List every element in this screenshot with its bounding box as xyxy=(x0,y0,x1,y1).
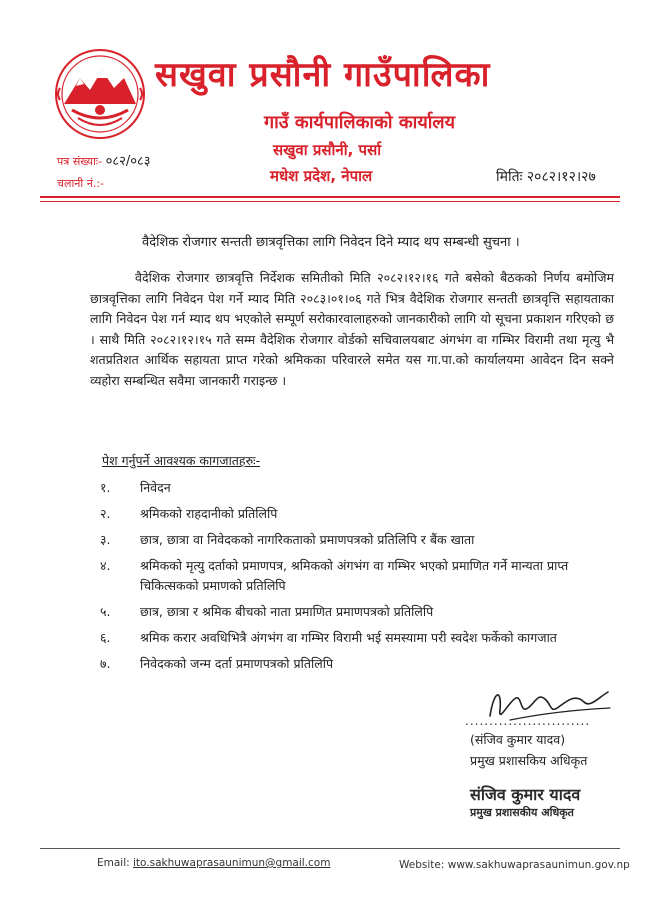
signatory-name: (संजिव कुमार यादव) xyxy=(470,732,566,747)
header-divider-thin xyxy=(40,201,620,202)
email-link[interactable]: ito.sakhuwaprasaunimun@gmail.com xyxy=(133,857,331,869)
reference-label: पत्र संख्याः- xyxy=(57,155,103,168)
item-text: छात्र, छात्रा वा निवेदकको नागरिकताको प्रमाणपत्रको प्रतिलिपि र बैंक खाता xyxy=(140,532,475,547)
header-divider xyxy=(40,196,620,198)
dispatch-number-label: चलानी नं.:- xyxy=(57,177,105,190)
item-number: १. xyxy=(100,480,111,495)
footer-divider xyxy=(40,848,620,849)
item-number: ६. xyxy=(100,630,111,645)
list-item xyxy=(100,530,620,550)
letter-date: मितिः २०८२।१२।२७ xyxy=(496,169,596,185)
item-number: ७. xyxy=(100,656,111,671)
item-number: ३. xyxy=(100,532,111,547)
item-text: निवेदकको जन्म दर्ता प्रमाणपत्रको प्रतिलिपि xyxy=(140,656,334,671)
footer-email xyxy=(97,857,330,869)
notice-paragraph: वैदेशिक रोजगार छात्रवृत्ति निर्देशक समितीको मिति २०८२।१२।१६ गते बसेको बैठकको निर्णय बमोजिम छात्रवृत्तिका लागि निवेदन पेश गर्ने म्याद मिति २०८३।०१।०६ गते भित्र वैदेशिक रोजगार सन्तती छात्रवृत्ति सहायताका लागि निवेदन पेश गर्न म्याद थप भएकोले सम्पूर्ण सरोकारवालाहरुको जानकारीको लागि यो सूचना प्रकाशन गरिएको छ । साथै मिति २०८२।१२।१५ गते सम्म वैदेशिक रोजगार वोर्डको सचिवालयबाट अंगभंग वा गम्भिर विरामी तथा मृत्यु भै शतप्रतिशत आर्थिक सहायता प्राप्त गरेको श्रमिकका परिवारले समेत यस गा.पा.को कार्यालयमा आवेदन दिन सक्ने व्यहोरा सम्बन्धित सवैमा जानकारी गराइन्छ । xyxy=(90,270,614,388)
footer-website xyxy=(399,859,630,871)
item-text: श्रमिकको राहदानीको प्रतिलिपि xyxy=(140,506,278,521)
list-item xyxy=(100,602,620,622)
item-number: ५. xyxy=(100,604,111,619)
item-text: श्रमिकको मृत्यु दर्ताको प्रमाणपत्र, श्रमिकको अंगभंग वा गम्भिर भएको प्रमाणित गर्ने मान्यता प्राप्त चिकित्सकको प्रमाणको प्रतिलिपि xyxy=(140,558,569,593)
reference-number xyxy=(57,151,151,169)
item-text: निवेदन xyxy=(140,480,171,495)
requirements-list xyxy=(100,478,620,680)
item-text: श्रमिक करार अवधिभित्रै अंगभंग वा गम्भिर विरामी भई समस्यामा परी स्वदेश फर्केको कागजात xyxy=(140,630,557,645)
item-number: २. xyxy=(100,506,111,521)
stamp-name: संजिव कुमार यादव xyxy=(470,785,581,804)
list-item xyxy=(100,504,620,524)
requirements-heading: पेश गर्नुपर्ने आवश्यक कागजातहरुः- xyxy=(102,453,261,468)
item-text: छात्र, छात्रा र श्रमिक बीचको नाता प्रमाणित प्रमाणपत्रको प्रतिलिपि xyxy=(140,604,434,619)
organization-name: सखुवा प्रसौनी गाउँपालिका xyxy=(155,55,491,95)
office-name: गाउँ कार्यपालिकाको कार्यालय xyxy=(264,112,456,133)
government-emblem-icon xyxy=(50,48,150,140)
email-label: Email: xyxy=(97,857,130,869)
address-line-1: सखुवा प्रसौनी, पर्सा xyxy=(273,141,382,159)
address-line-2: मधेश प्रदेश, नेपाल xyxy=(270,167,373,185)
notice-subject: वैदेशिक रोजगार सन्तती छात्रवृत्तिका लागि निवेदन दिने म्याद थप सम्बन्धी सुचना । xyxy=(142,235,520,250)
list-item xyxy=(100,628,620,648)
item-number: ४. xyxy=(100,558,111,573)
website-link[interactable]: www.sakhuwaprasaunimun.gov.np xyxy=(447,859,630,871)
reference-value: ०८२/०८३ xyxy=(105,154,151,169)
stamp-title: प्रमुख प्रशासकीय अधिकृत xyxy=(470,806,574,819)
list-item xyxy=(100,556,620,596)
list-item xyxy=(100,654,620,674)
website-label: Website: xyxy=(399,859,445,871)
signature-line: .......................... xyxy=(465,714,591,728)
list-item xyxy=(100,478,620,498)
signatory-title: प्रमुख प्रशासकिय अधिकृत xyxy=(470,753,588,768)
